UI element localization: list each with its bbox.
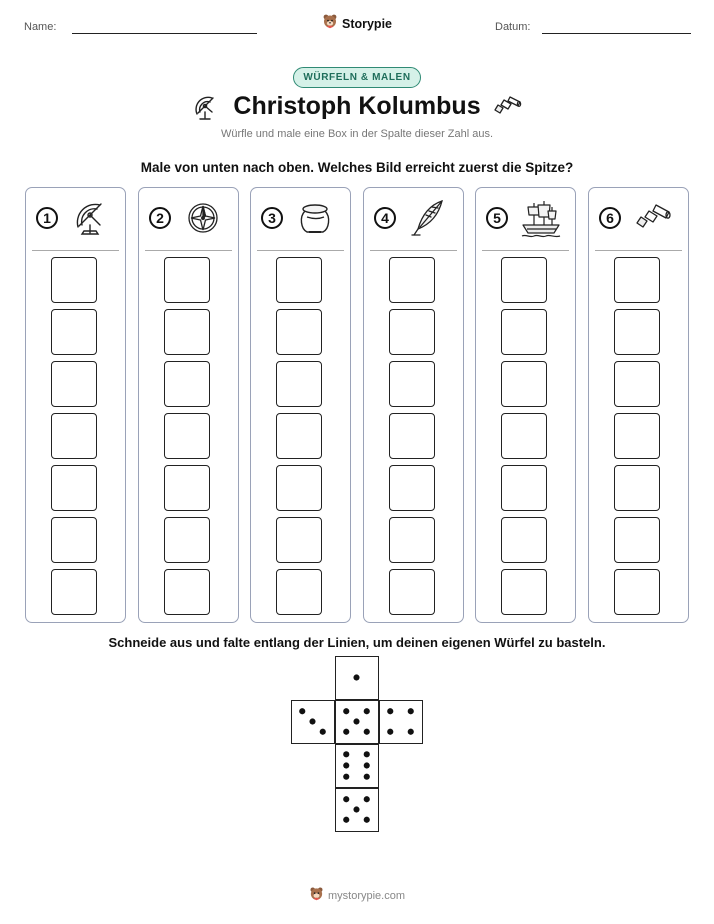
page-title: Christoph Kolumbus	[233, 92, 481, 120]
color-box[interactable]	[501, 309, 547, 355]
color-box[interactable]	[276, 465, 322, 511]
color-box[interactable]	[164, 569, 210, 615]
brand	[0, 13, 714, 34]
column-header	[589, 188, 688, 250]
column-2	[138, 187, 239, 623]
spyglass-icon	[633, 197, 675, 244]
color-box[interactable]	[614, 309, 660, 355]
page-subtitle: Würfle und male eine Box in der Spalte dieser Zahl aus.	[220, 128, 494, 140]
storypie-logo-icon	[322, 13, 338, 34]
pot-icon	[295, 197, 337, 244]
color-box[interactable]	[51, 465, 97, 511]
column-divider	[370, 250, 457, 251]
color-box[interactable]	[501, 361, 547, 407]
color-box[interactable]	[276, 413, 322, 459]
die-face-3	[291, 700, 335, 744]
color-box[interactable]	[164, 517, 210, 563]
column-number: 3	[261, 207, 283, 229]
column-number: 6	[599, 207, 621, 229]
color-box[interactable]	[501, 465, 547, 511]
color-box[interactable]	[389, 361, 435, 407]
color-box[interactable]	[51, 413, 97, 459]
color-box[interactable]	[276, 257, 322, 303]
color-box[interactable]	[276, 569, 322, 615]
color-box[interactable]	[51, 257, 97, 303]
compass-rose-icon	[183, 197, 225, 244]
color-box[interactable]	[614, 413, 660, 459]
storypie-logo-icon	[309, 886, 324, 906]
column-4	[363, 187, 464, 623]
brand-name: Storypie	[341, 16, 392, 31]
die-face-5-bottom	[335, 788, 379, 832]
color-box[interactable]	[276, 361, 322, 407]
column-number: 4	[374, 207, 396, 229]
spyglass-title-icon	[492, 96, 522, 123]
column-number: 5	[486, 207, 508, 229]
column-divider	[257, 250, 344, 251]
color-box[interactable]	[614, 517, 660, 563]
color-box[interactable]	[501, 413, 547, 459]
column-6	[588, 187, 689, 623]
color-box[interactable]	[164, 309, 210, 355]
color-box[interactable]	[51, 309, 97, 355]
die-face-5	[335, 700, 379, 744]
footer	[0, 886, 714, 906]
die-face-6	[335, 744, 379, 788]
column-5	[475, 187, 576, 623]
column-header	[139, 188, 238, 250]
color-box[interactable]	[276, 517, 322, 563]
die-face-1	[335, 656, 379, 700]
color-box[interactable]	[164, 413, 210, 459]
color-box[interactable]	[501, 517, 547, 563]
column-divider	[145, 250, 232, 251]
name-label: Name:	[24, 21, 57, 33]
color-box[interactable]	[164, 361, 210, 407]
column-header	[364, 188, 463, 250]
date-field[interactable]	[542, 33, 691, 34]
color-box[interactable]	[51, 361, 97, 407]
color-box[interactable]	[164, 465, 210, 511]
color-box[interactable]	[389, 465, 435, 511]
color-box[interactable]	[389, 517, 435, 563]
color-box[interactable]	[389, 413, 435, 459]
color-box[interactable]	[614, 361, 660, 407]
color-box[interactable]	[389, 309, 435, 355]
column-header	[26, 188, 125, 250]
color-box[interactable]	[164, 257, 210, 303]
ship-icon	[520, 197, 562, 244]
column-number: 2	[149, 207, 171, 229]
color-box[interactable]	[389, 257, 435, 303]
color-box[interactable]	[614, 465, 660, 511]
activity-badge: WÜRFELN & MALEN	[293, 67, 421, 88]
color-box[interactable]	[501, 257, 547, 303]
die-face-4	[379, 700, 423, 744]
footer-url[interactable]: mystorypie.com	[327, 890, 406, 902]
column-divider	[595, 250, 682, 251]
column-divider	[32, 250, 119, 251]
quill-icon	[408, 197, 450, 244]
color-box[interactable]	[614, 257, 660, 303]
cut-instruction: Schneide aus und falte entlang der Linien, um deinen eigenen Würfel zu basteln.	[108, 635, 606, 650]
color-box[interactable]	[276, 309, 322, 355]
column-divider	[482, 250, 569, 251]
color-box[interactable]	[614, 569, 660, 615]
astrolabe-icon	[70, 197, 112, 244]
column-1	[25, 187, 126, 623]
color-box[interactable]	[51, 569, 97, 615]
column-number: 1	[36, 207, 58, 229]
column-3	[250, 187, 351, 623]
column-header	[476, 188, 575, 250]
color-box[interactable]	[501, 569, 547, 615]
column-header	[251, 188, 350, 250]
instruction-text: Male von unten nach oben. Welches Bild erreicht zuerst die Spitze?	[140, 160, 574, 175]
color-box[interactable]	[389, 569, 435, 615]
date-label: Datum:	[495, 21, 531, 33]
color-box[interactable]	[51, 517, 97, 563]
